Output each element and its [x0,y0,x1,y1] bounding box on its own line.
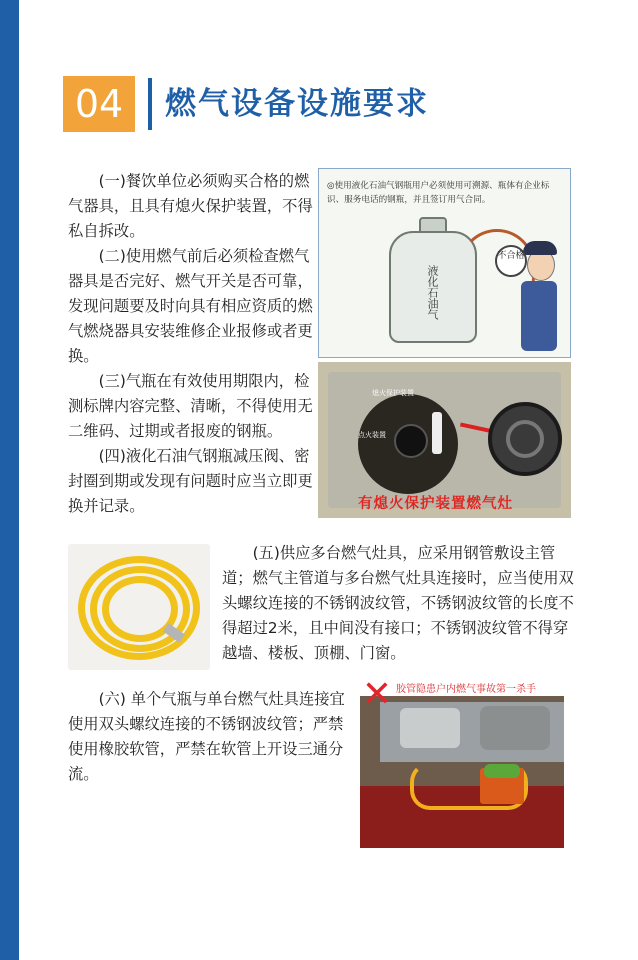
inspector-cap [523,241,557,255]
text-block-top [68,169,316,519]
section-number-badge: 04 [63,76,135,132]
kitchen-caption: 胶管隐患户内燃气事故第一杀手 [396,684,536,695]
paragraph-6: (六) 单个气瓶与单台燃气灶具连接宜使用双头螺纹连接的不锈钢波纹管；严禁使用橡胶软管，严禁在软管上开设三通分流。 [68,690,345,783]
stove-caption: 有熄火保护装置燃气灶 [358,496,513,512]
left-burner [358,394,458,494]
unqualified-stamp: 不合格 [495,245,527,277]
red-x-icon: ✕ [361,678,393,715]
stove-panel [328,372,561,508]
stove-label-a: 熄火保护装置 [372,389,414,397]
cartoon-illustration [318,168,571,358]
paragraph-2: (二)使用燃气前后必须检查燃气器具是否完好、燃气开关是否可靠，发现问题要及时向具有相应资质的燃气燃烧器具安装维修企业报修或者更换。 [68,247,313,365]
kitchen-photo [360,678,564,848]
text-block-bottom [68,687,352,787]
text-block-middle [222,541,576,666]
hose-photo [68,544,210,670]
pot-right [480,706,550,750]
paragraph-3: (三)气瓶在有效使用期限内，检测标牌内容完整、清晰，不得使用无二维码、过期或者报废的钢瓶。 [68,372,313,440]
title-divider [148,78,152,130]
flame-sensor-needle [432,412,442,454]
stove-photo [318,362,571,518]
burner-cap [394,424,428,458]
cylinder-label: 液化石油气 [426,265,439,320]
pot-left [400,708,460,748]
paragraph-4: (四)液化石油气钢瓶减压阀、密封圈到期或发现有问题时应当立即更换并记录。 [68,447,313,515]
vegetables [484,764,520,778]
page-title: 燃气设备设施要求 [165,86,429,122]
cartoon-caption: ◎使用液化石油气钢瓶用户必须使用可溯源、瓶体有企业标识、服务电话的钢瓶，并且签订用气合同。 [327,181,550,205]
paragraph-1: (一)餐饮单位必须购买合格的燃气器具，且具有熄火保护装置，不得私自拆改。 [68,172,313,240]
stove-label-b: 点火装置 [358,431,386,439]
burner-ring [506,420,544,458]
inspector-body [521,281,557,351]
left-sidebar-stripe [0,0,19,960]
right-burner [488,402,562,476]
paragraph-5: (五)供应多台燃气灶具，应采用钢管敷设主管道；燃气主管道与多台燃气灶具连接时，应当使用双头螺纹连接的不锈钢波纹管，不锈钢波纹管的长度不得超过2米，且中间没有接口；不锈钢波纹管不得穿越墙、楼板、顶棚、门窗。 [222,544,574,662]
